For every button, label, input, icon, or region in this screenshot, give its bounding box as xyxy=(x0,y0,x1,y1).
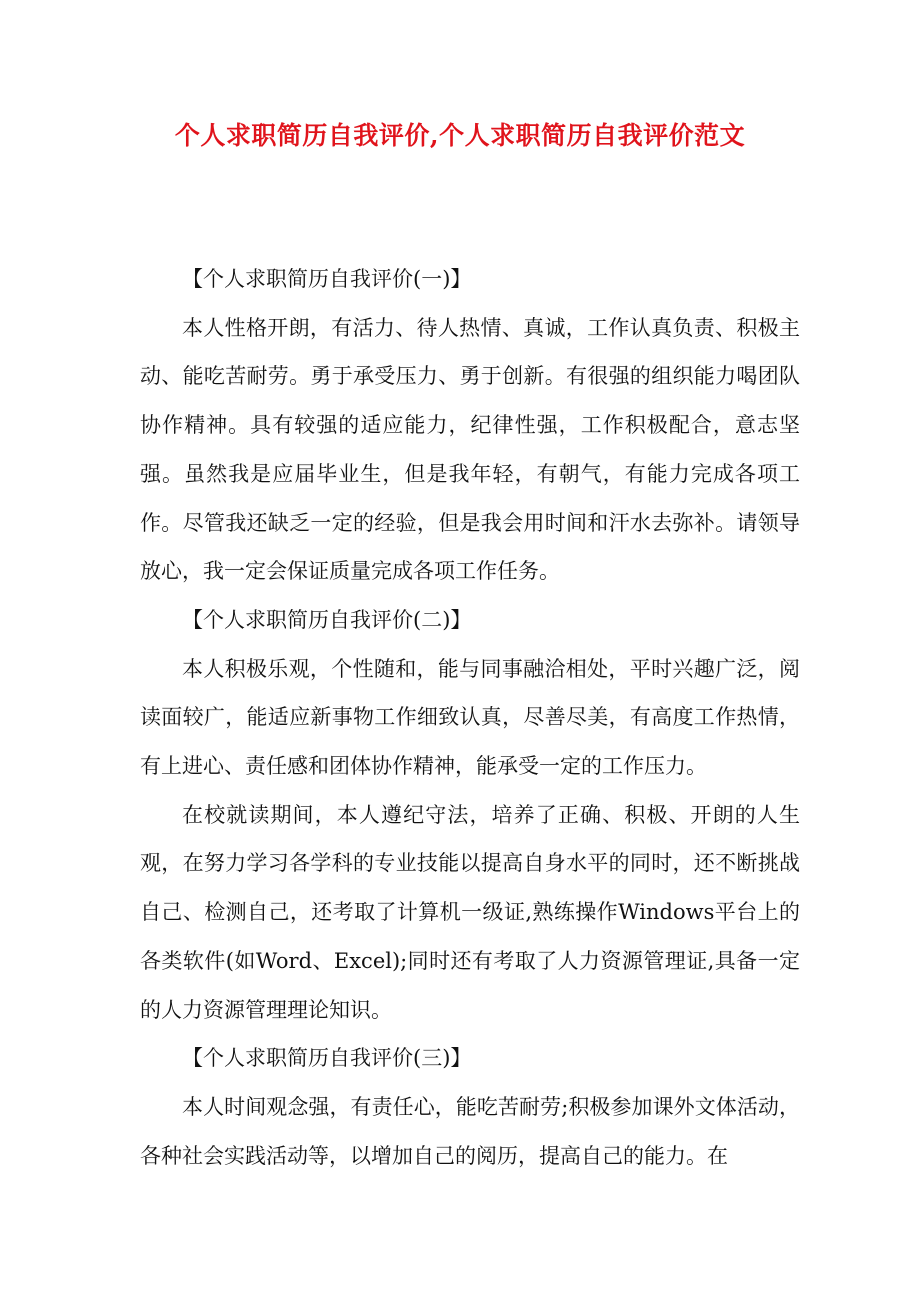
section-1-paragraph-1: 本人性格开朗，有活力、待人热情、真诚，工作认真负责、积极主动、能吃苦耐劳。勇于承受压力、勇于创新。有很强的组织能力喝团队协作精神。具有较强的适应能力，纪律性强，工作积极配合，意志坚强。虽然我是应届毕业生，但是我年轻，有朝气，有能力完成各项工作。尽管我还缺乏一定的经验，但是我会用时间和汗水去弥补。请领导放心，我一定会保证质量完成各项工作任务。 xyxy=(140,315,800,584)
section-2-paragraph-1: 本人积极乐观，个性随和，能与同事融洽相处，平时兴趣广泛，阅读面较广，能适应新事物工作细致认真，尽善尽美，有高度工作热情，有上进心、责任感和团体协作精神，能承受一定的工作压力。 xyxy=(140,656,800,779)
document-body xyxy=(140,255,800,1180)
section-heading-1: 【个人求职简历自我评价(一)】 xyxy=(182,267,472,291)
section-2-paragraph-2: 在校就读期间，本人遵纪守法，培养了正确、积极、开朗的人生观，在努力学习各学科的专业技能以提高自身水平的同时，还不断挑战自己、检测自己，还考取了计算机一级证,熟练操作Windows平台上的各类软件(如Word、Excel);同时还有考取了人力资源管理证,具备一定的人力资源管理理论知识。 xyxy=(140,802,800,1022)
document-title: 个人求职简历自我评价,个人求职简历自我评价范文 xyxy=(174,121,746,150)
section-heading-2: 【个人求职简历自我评价(二)】 xyxy=(182,607,472,632)
section-heading-3: 【个人求职简历自我评价(三)】 xyxy=(182,1046,472,1071)
section-3-paragraph-1: 本人时间观念强，有责任心，能吃苦耐劳;积极参加课外文体活动，各种社会实践活动等，以增加自己的阅历，提高自己的能力。在 xyxy=(140,1094,800,1168)
